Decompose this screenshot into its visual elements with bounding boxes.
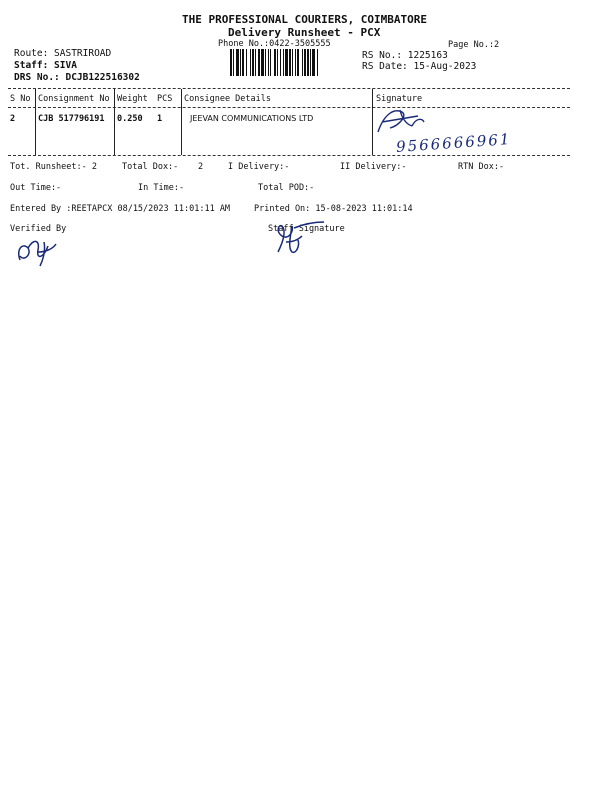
staff-signature-label: Staff Signature bbox=[268, 224, 345, 234]
handwritten-phone: 9566666961 bbox=[395, 129, 512, 157]
company-title: THE PROFESSIONAL COURIERS, COIMBATORE bbox=[182, 13, 428, 26]
route-label: Route: SASTRIROAD bbox=[14, 48, 112, 59]
staff-label: Staff: SIVA bbox=[14, 60, 77, 71]
row-consignee: JEEVAN COMMUNICATIONS LTD bbox=[190, 114, 314, 123]
col-header-pcs: PCS bbox=[157, 94, 173, 104]
col-header-consignee: Consignee Details bbox=[184, 94, 271, 104]
in-time: In Time:- bbox=[138, 183, 185, 193]
table-top-rule bbox=[8, 88, 570, 89]
col-header-sno: S No bbox=[10, 94, 31, 104]
rs-date: RS Date: 15-Aug-2023 bbox=[362, 61, 477, 72]
col-divider bbox=[35, 89, 36, 155]
printed-on: Printed On: 15-08-2023 11:01:14 bbox=[254, 204, 413, 214]
drs-number: DRS No.: DCJB122516302 bbox=[14, 72, 140, 83]
col-header-weight: Weight bbox=[117, 94, 148, 104]
total-pod: Total POD:- bbox=[258, 183, 315, 193]
row-pcs: 1 bbox=[157, 114, 163, 124]
col-divider bbox=[181, 89, 182, 155]
rtn-dox: RTN Dox:- bbox=[458, 162, 505, 172]
header-bottom-rule bbox=[8, 107, 570, 108]
page-number: Page No.:2 bbox=[448, 40, 500, 50]
col-divider bbox=[114, 89, 115, 155]
table-bottom-rule bbox=[8, 155, 570, 156]
total-dox-label: Total Dox:- bbox=[122, 162, 179, 172]
i-delivery: I Delivery:- bbox=[228, 162, 290, 172]
entered-by: Entered By :REETAPCX 08/15/2023 11:01:11 AM bbox=[10, 204, 231, 214]
rs-number: RS No.: 1225163 bbox=[362, 50, 448, 61]
row-weight: 0.250 bbox=[117, 114, 143, 124]
tot-runsheet: Tot. Runsheet:- 2 bbox=[10, 162, 97, 172]
barcode bbox=[230, 49, 356, 76]
col-header-signature: Signature bbox=[376, 94, 423, 104]
row-consignment: CJB 517796191 bbox=[38, 114, 105, 124]
document-title: Delivery Runsheet - PCX bbox=[228, 26, 381, 39]
row-sno: 2 bbox=[10, 114, 16, 124]
verifier-signature bbox=[14, 230, 60, 270]
total-dox-value: 2 bbox=[198, 162, 204, 172]
ii-delivery: II Delivery:- bbox=[340, 162, 407, 172]
phone-number: Phone No.:0422-3505555 bbox=[218, 39, 331, 49]
verified-by-label: Verified By bbox=[10, 224, 67, 234]
col-header-consignment: Consignment No bbox=[38, 94, 110, 104]
out-time: Out Time:- bbox=[10, 183, 62, 193]
staff-signature bbox=[270, 218, 330, 258]
